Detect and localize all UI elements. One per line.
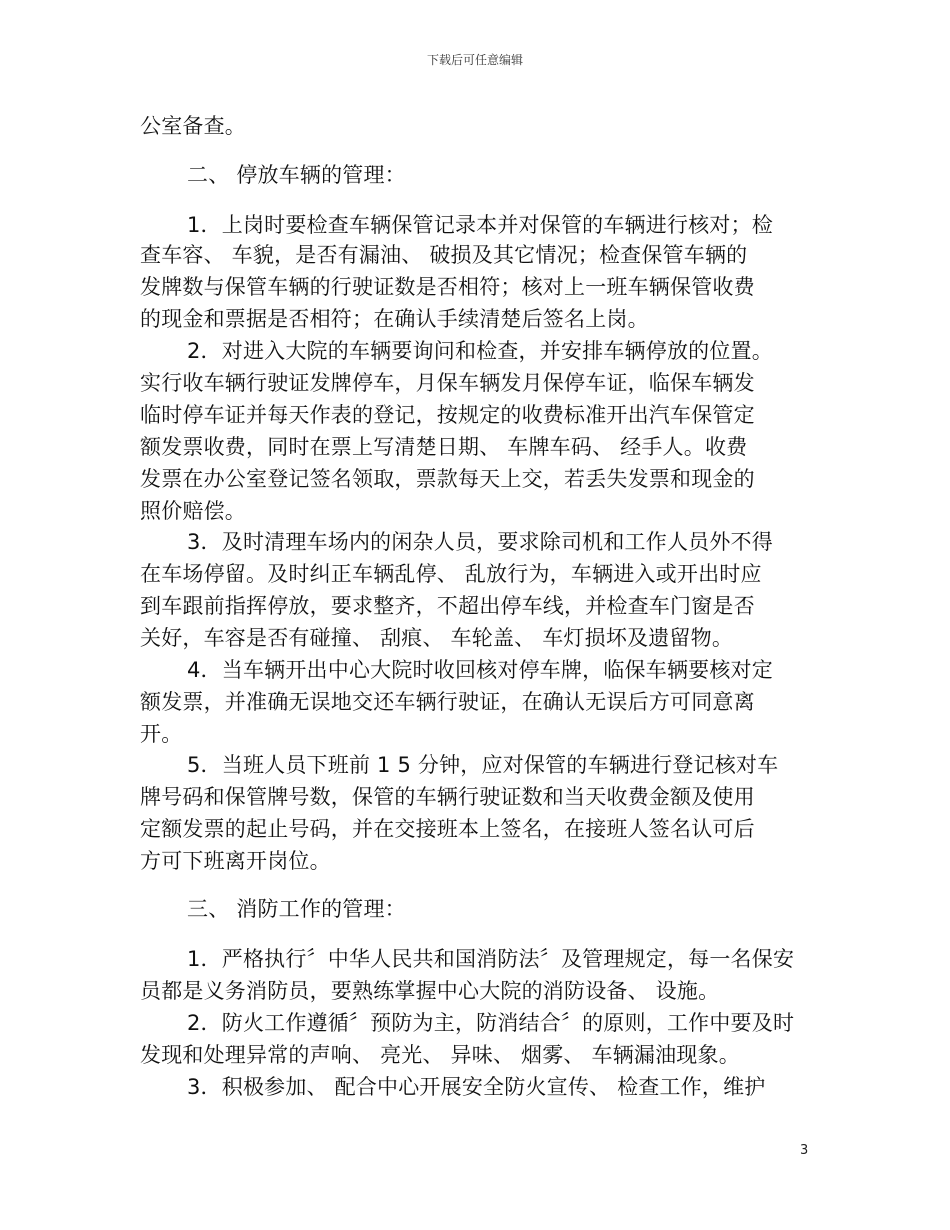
text-line: 3．及时清理车场内的闲杂人员，要求除司机和工作人员外不得	[187, 530, 773, 554]
text-line: 照价赔偿。	[140, 499, 246, 523]
section-heading: 二、 停放车辆的管理：	[187, 163, 406, 187]
text-line: 实行收车辆行驶证发牌停车，月保车辆发月保停车证，临保车辆发	[140, 371, 755, 395]
text-line: 的现金和票据是否相符；在确认手续清楚后签名上岗。	[140, 307, 649, 331]
text-line: 到车跟前指挥停放，要求整齐，不超出停车线，并检查车门窗是否	[140, 594, 755, 618]
text-line: 1．严格执行〞中华人民共和国消防法〞及管理规定，每一名保安	[187, 947, 795, 971]
page-number: 3	[800, 1143, 809, 1158]
text-line: 关好，车容是否有碰撞、 刮痕、 车轮盖、 车灯损坏及遗留物。	[140, 626, 734, 650]
text-line: 方可下班离开岗位。	[140, 849, 331, 873]
text-line: 临时停车证并每天作表的登记，按规定的收费标准开出汽车保管定	[140, 403, 755, 427]
text-line: 查车容、 车貌，是否有漏油、 破损及其它情况；检查保管车辆的	[140, 243, 748, 267]
section-heading: 三、 消防工作的管理：	[187, 897, 406, 921]
page-header: 下载后可任意编辑	[426, 53, 523, 67]
text-line: 2．防火工作遵循〞预防为主，防消结合〞的原则，工作中要及时	[187, 1011, 795, 1035]
text-line: 额发票，并准确无误地交还车辆行驶证，在确认无误后方可同意离	[140, 690, 755, 714]
text-line: 4．当车辆开出中心大院时收回核对停车牌，临保车辆要核对定	[187, 658, 773, 682]
text-line: 在车场停留。及时纠正车辆乱停、 乱放行为，车辆进入或开出时应	[140, 562, 762, 586]
text-line: 额发票收费，同时在票上写清楚日期、 车牌车码、 经手人。收费	[140, 435, 748, 459]
text-line: 员都是义务消防员，要熟练掌握中心大院的消防设备、 设施。	[140, 979, 720, 1003]
text-line: 定额发票的起止号码，并在交接班本上签名，在接班人签名认可后	[140, 817, 755, 841]
text-line: 3．积极参加、 配合中心开展安全防火宣传、 检查工作，维护	[187, 1075, 766, 1099]
text-line: 发牌数与保管车辆的行驶证数是否相符；核对上一班车辆保管收费	[140, 275, 755, 299]
text-line: 发票在办公室登记签名领取，票款每天上交，若丢失发票和现金的	[140, 467, 755, 491]
text-line: 牌号码和保管牌号数，保管的车辆行驶证数和当天收费金额及使用	[140, 785, 755, 809]
text-line: 开。	[140, 722, 183, 746]
text-line: 1．上岗时要检查车辆保管记录本并对保管的车辆进行核对；检	[187, 213, 773, 237]
text-line: 公室备查。	[140, 114, 246, 138]
text-line: 发现和处理异常的声响、 亮光、 异味、 烟雾、 车辆漏油现象。	[140, 1043, 740, 1067]
text-line: 2．对进入大院的车辆要询问和检查，并安排车辆停放的位置。	[187, 339, 773, 363]
text-line: 5．当班人员下班前 1 5 分钟，应对保管的车辆进行登记核对车	[187, 753, 779, 777]
